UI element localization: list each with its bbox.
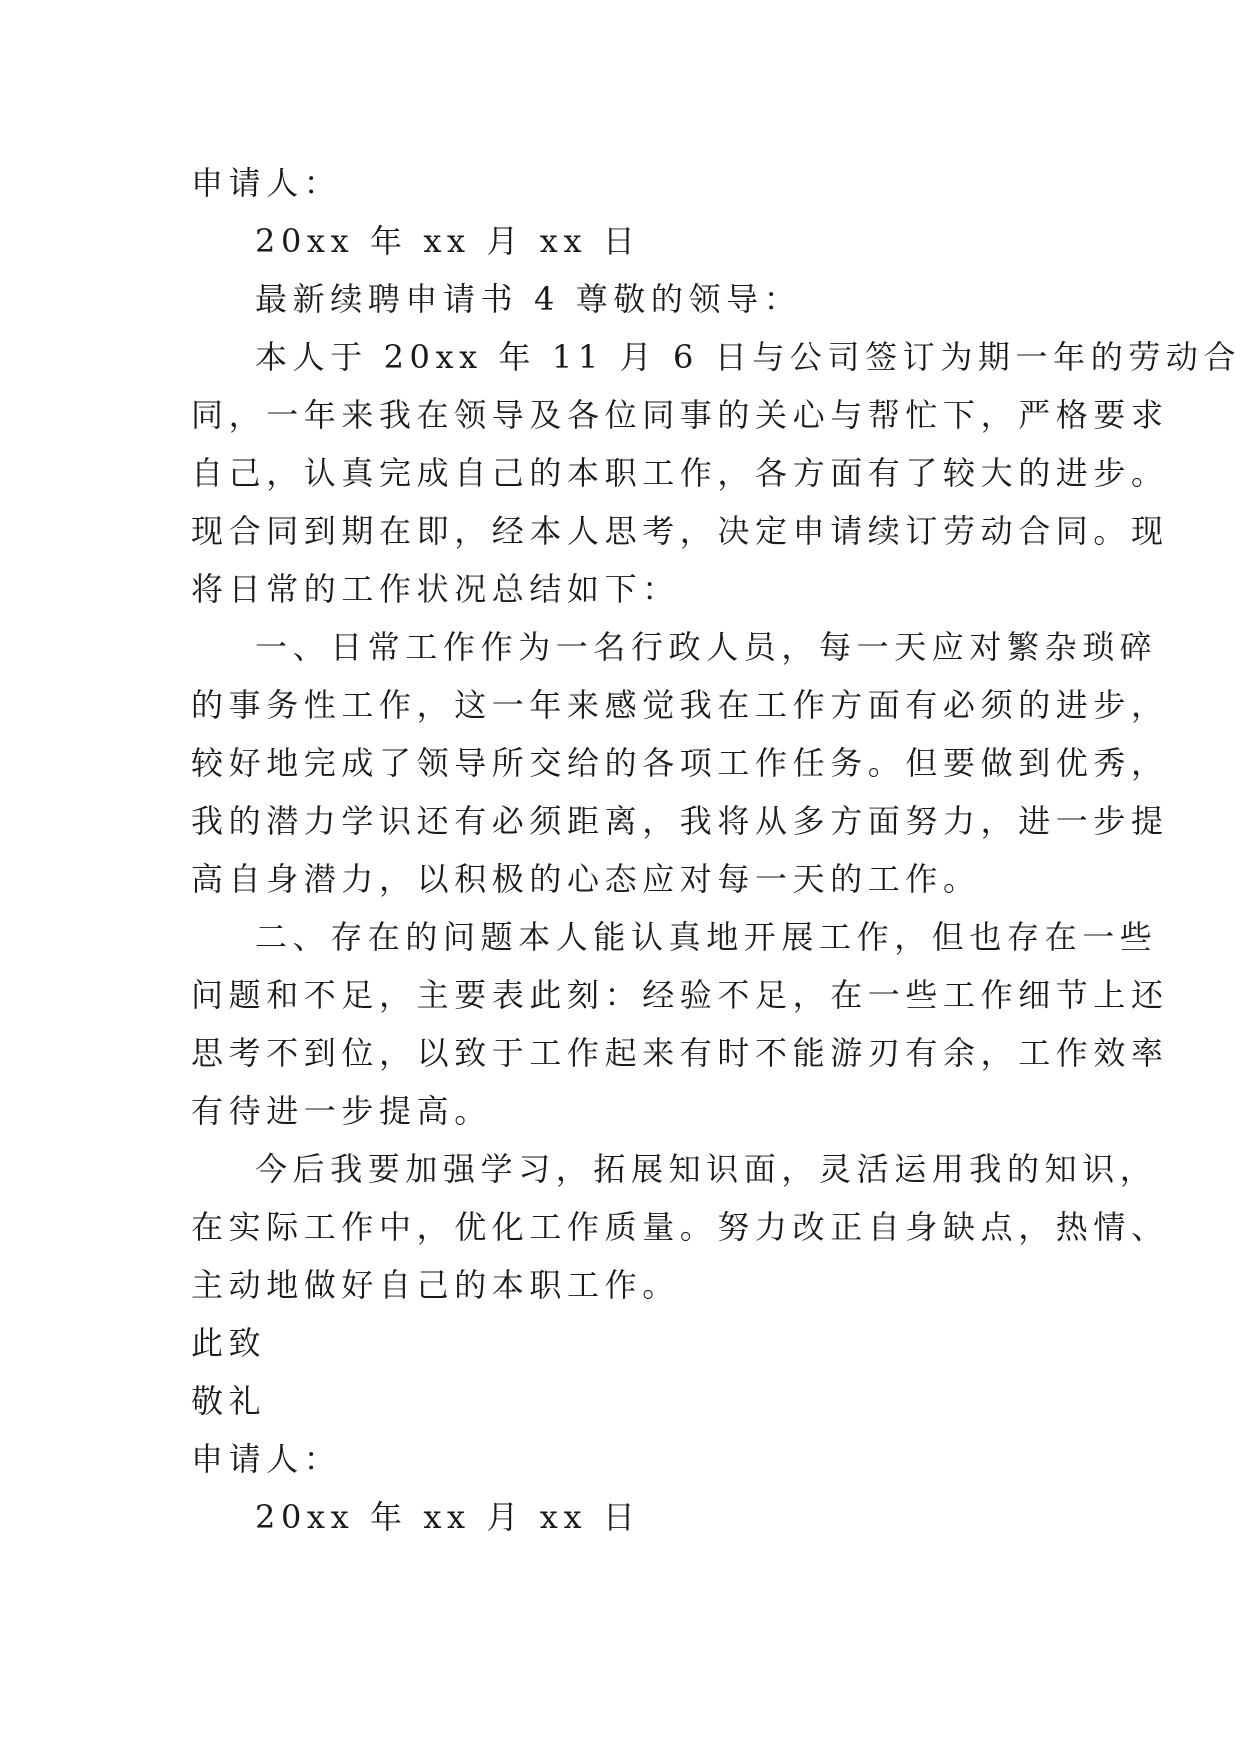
paragraph-line: 高自身潜力，以积极的心态应对每一天的工作。 <box>191 860 981 898</box>
document-body <box>191 154 1241 1546</box>
paragraph-line: 本人于 20xx 年 11 月 6 日与公司签订为期一年的劳动合 <box>255 338 1241 376</box>
paragraph-line: 有待进一步提高。 <box>191 1092 492 1130</box>
paragraph-line: 同，一年来我在领导及各位同事的关心与帮忙下，严格要求 <box>191 396 1169 434</box>
applicant-label-bottom: 申请人： <box>191 1440 342 1478</box>
closing-regards: 敬礼 <box>191 1382 267 1420</box>
paragraph-line: 现合同到期在即，经本人思考，决定申请续订劳动合同。现 <box>191 512 1169 550</box>
date-line-bottom: 20xx 年 xx 月 xx 日 <box>255 1498 641 1536</box>
paragraph-line: 较好地完成了领导所交给的各项工作任务。但要做到优秀， <box>191 744 1169 782</box>
paragraph-line: 一、日常工作作为一名行政人员，每一天应对繁杂琐碎 <box>255 628 1158 666</box>
date-line-top: 20xx 年 xx 月 xx 日 <box>255 222 641 260</box>
paragraph-line: 主动地做好自己的本职工作。 <box>191 1266 680 1304</box>
paragraph-line: 在实际工作中，优化工作质量。努力改正自身缺点，热情、 <box>191 1208 1169 1246</box>
paragraph-line: 我的潜力学识还有必须距离，我将从多方面努力，进一步提 <box>191 802 1169 840</box>
paragraph-line: 二、存在的问题本人能认真地开展工作，但也存在一些 <box>255 918 1158 956</box>
paragraph-line: 今后我要加强学习，拓展知识面，灵活运用我的知识， <box>255 1150 1158 1188</box>
paragraph-line: 思考不到位，以致于工作起来有时不能游刃有余，工作效率 <box>191 1034 1169 1072</box>
paragraph-line: 将日常的工作状况总结如下： <box>191 570 680 608</box>
paragraph-line: 自己，认真完成自己的本职工作，各方面有了较大的进步。 <box>191 454 1169 492</box>
closing-salutation: 此致 <box>191 1324 267 1362</box>
letter-heading: 最新续聘申请书 4 尊敬的领导： <box>255 280 802 318</box>
paragraph-line: 问题和不足，主要表此刻：经验不足，在一些工作细节上还 <box>191 976 1169 1014</box>
paragraph-line: 的事务性工作，这一年来感觉我在工作方面有必须的进步， <box>191 686 1169 724</box>
applicant-label-top: 申请人： <box>191 164 342 202</box>
